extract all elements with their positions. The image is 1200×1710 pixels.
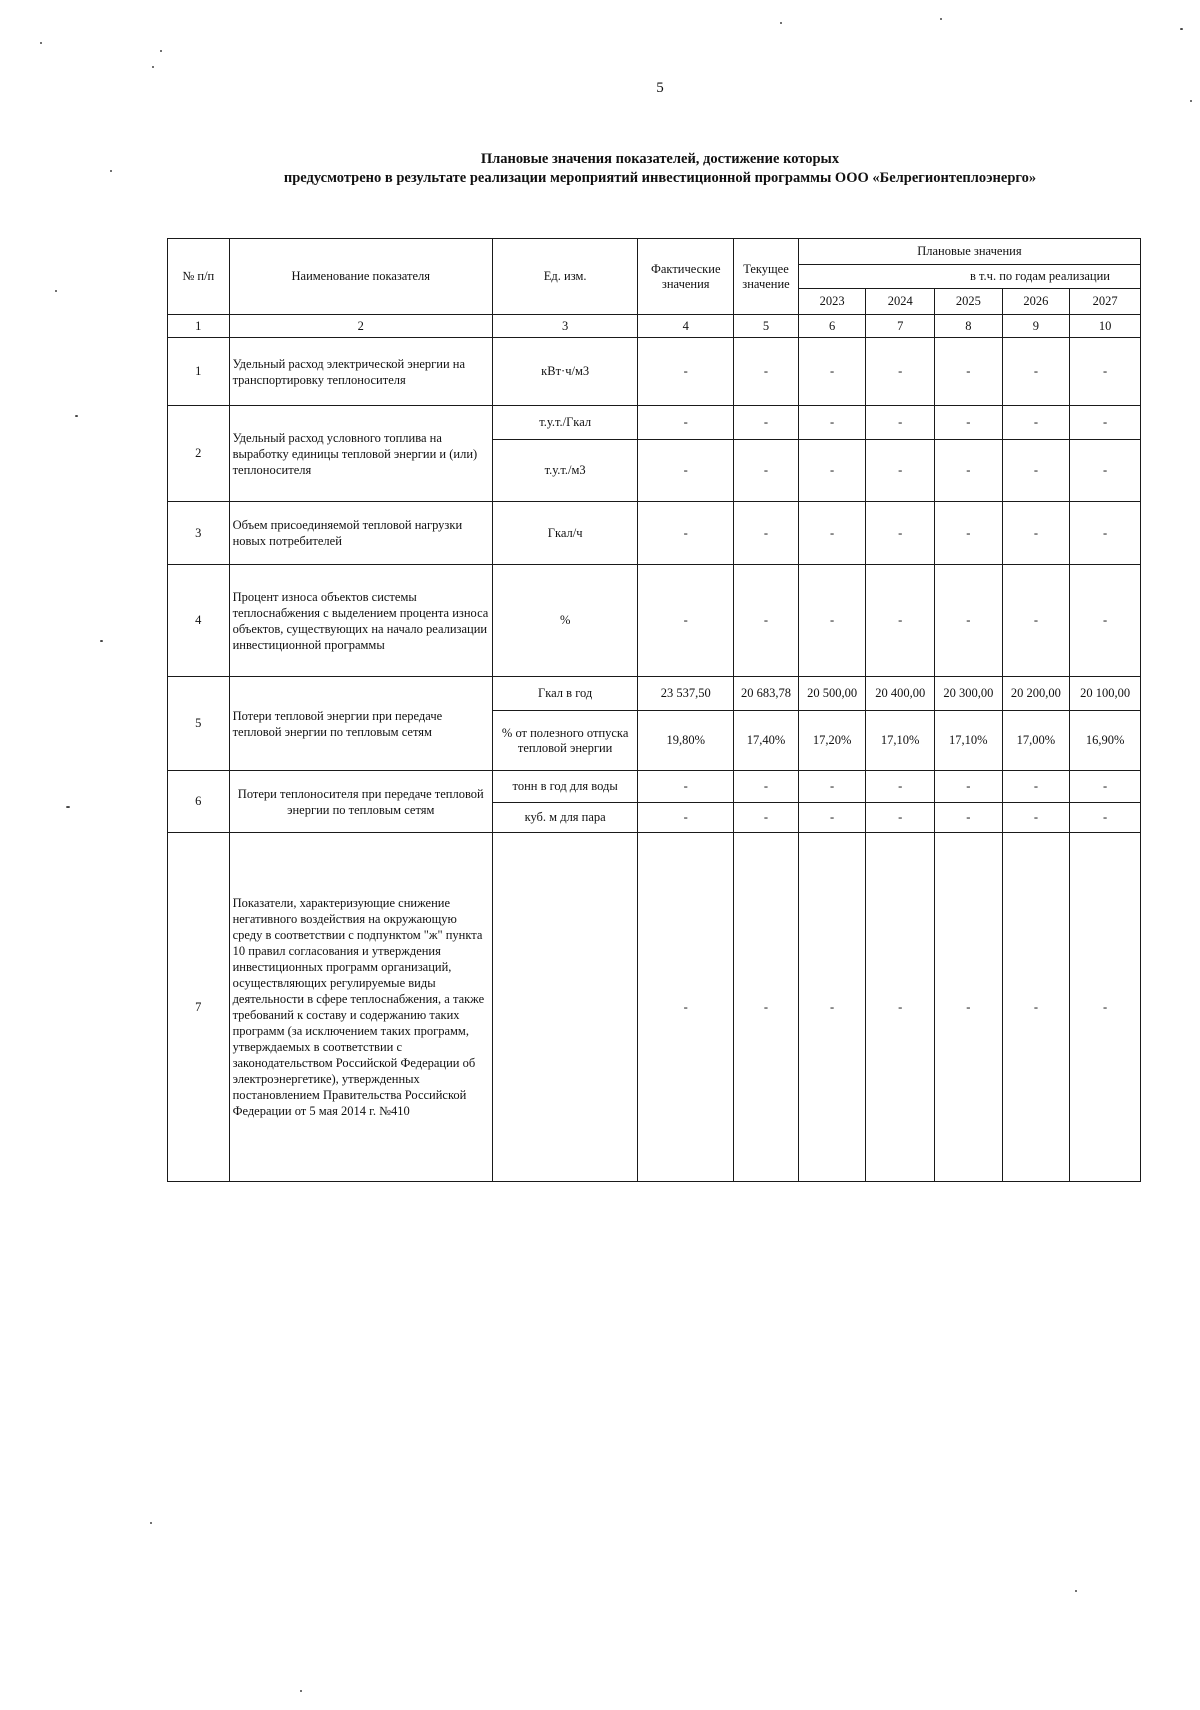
scan-speck <box>55 290 57 292</box>
value-cell: - <box>935 502 1003 565</box>
unit-cell: % от полезного отпуска тепловой энергии <box>492 711 637 771</box>
unit-cell: Гкал в год <box>492 677 637 711</box>
indicator-name: Потери теплоносителя при передаче тепловой энергии по тепловым сетям <box>229 771 492 833</box>
scan-speck <box>1180 28 1183 30</box>
table-row <box>168 338 1141 406</box>
value-cell: - <box>1002 803 1070 833</box>
value-cell: - <box>866 502 935 565</box>
value-cell: - <box>638 502 734 565</box>
value-cell: - <box>1070 833 1141 1182</box>
title-line-2: предусмотрено в результате реализации мероприятий инвестиционной программы ООО «Белрегионтеплоэнерго» <box>283 170 1037 186</box>
value-cell: - <box>935 565 1003 677</box>
value-cell: - <box>798 771 866 803</box>
value-cell: - <box>1070 771 1141 803</box>
row-num: 7 <box>168 833 230 1182</box>
indicators-table <box>167 238 1141 1182</box>
value-cell: - <box>734 771 799 803</box>
value-cell: 17,10% <box>935 711 1003 771</box>
value-cell: - <box>1002 833 1070 1182</box>
indicator-name: Потери тепловой энергии при передаче тепловой энергии по тепловым сетям <box>229 677 492 771</box>
value-cell: 19,80% <box>638 711 734 771</box>
value-cell: - <box>798 406 866 440</box>
column-number: 9 <box>1002 315 1070 338</box>
value-cell: 20 200,00 <box>1002 677 1070 711</box>
value-cell: - <box>1070 440 1141 502</box>
unit-cell: т.у.т./Гкал <box>492 406 637 440</box>
value-cell: - <box>1070 502 1141 565</box>
row-num: 5 <box>168 677 230 771</box>
row-num: 3 <box>168 502 230 565</box>
header-current: Текущее значение <box>734 239 799 315</box>
header-unit: Ед. изм. <box>492 239 637 315</box>
column-number: 4 <box>638 315 734 338</box>
value-cell: - <box>935 803 1003 833</box>
value-cell: - <box>638 803 734 833</box>
scan-speck <box>152 66 154 68</box>
header-planned: Плановые значения <box>798 239 1140 265</box>
value-cell: - <box>866 440 935 502</box>
column-number: 5 <box>734 315 799 338</box>
scan-speck <box>300 1690 302 1692</box>
value-cell: - <box>734 440 799 502</box>
scan-speck <box>110 170 112 172</box>
indicator-name: Удельный расход электрической энергии на транспортировку теплоносителя <box>229 338 492 406</box>
value-cell: - <box>638 565 734 677</box>
value-cell: 17,40% <box>734 711 799 771</box>
value-cell: - <box>638 406 734 440</box>
header-actual: Фактические значения <box>638 239 734 315</box>
column-number: 2 <box>229 315 492 338</box>
scan-speck <box>66 806 70 808</box>
unit-cell: т.у.т./м3 <box>492 440 637 502</box>
value-cell: - <box>1070 338 1141 406</box>
value-cell: - <box>935 440 1003 502</box>
value-cell: - <box>734 803 799 833</box>
scan-speck <box>40 42 42 44</box>
value-cell: - <box>1002 771 1070 803</box>
value-cell: - <box>866 803 935 833</box>
value-cell: - <box>1002 502 1070 565</box>
scan-speck <box>1190 100 1192 102</box>
value-cell: - <box>866 771 935 803</box>
value-cell: - <box>935 833 1003 1182</box>
header-year: 2026 <box>1002 289 1070 315</box>
unit-cell <box>492 833 637 1182</box>
row-num: 4 <box>168 565 230 677</box>
unit-cell: куб. м для пара <box>492 803 637 833</box>
header-year: 2023 <box>798 289 866 315</box>
table-row <box>168 565 1141 677</box>
value-cell: - <box>638 440 734 502</box>
value-cell: - <box>638 771 734 803</box>
value-cell: 16,90% <box>1070 711 1141 771</box>
scan-speck <box>780 22 782 24</box>
value-cell: 20 683,78 <box>734 677 799 711</box>
column-number: 7 <box>866 315 935 338</box>
indicator-name: Процент износа объектов системы теплоснабжения с выделением процента износа объектов, существующих на начало реализации инвестиционной программы <box>229 565 492 677</box>
value-cell: 17,10% <box>866 711 935 771</box>
value-cell: 20 100,00 <box>1070 677 1141 711</box>
value-cell: - <box>1070 565 1141 677</box>
scan-speck <box>100 640 103 642</box>
value-cell: 17,00% <box>1002 711 1070 771</box>
column-number: 8 <box>935 315 1003 338</box>
column-number: 1 <box>168 315 230 338</box>
unit-cell: кВт·ч/м3 <box>492 338 637 406</box>
value-cell: - <box>638 833 734 1182</box>
table-row <box>168 406 1141 440</box>
value-cell: - <box>935 338 1003 406</box>
value-cell: - <box>1070 803 1141 833</box>
scan-speck <box>940 18 942 20</box>
header-num: № п/п <box>168 239 230 315</box>
value-cell: 20 400,00 <box>866 677 935 711</box>
value-cell: - <box>734 502 799 565</box>
unit-cell: Гкал/ч <box>492 502 637 565</box>
value-cell: 17,20% <box>798 711 866 771</box>
value-cell: 23 537,50 <box>638 677 734 711</box>
row-num: 1 <box>168 338 230 406</box>
value-cell: - <box>866 565 935 677</box>
value-cell: - <box>1002 406 1070 440</box>
header-year: 2024 <box>866 289 935 315</box>
value-cell: - <box>935 406 1003 440</box>
value-cell: 20 300,00 <box>935 677 1003 711</box>
value-cell: 20 500,00 <box>798 677 866 711</box>
scan-speck <box>1075 1590 1077 1592</box>
value-cell: - <box>1002 440 1070 502</box>
table-row <box>168 833 1141 1182</box>
indicator-name: Удельный расход условного топлива на выработку единицы тепловой энергии и (или) теплоносителя <box>229 406 492 502</box>
scan-speck <box>150 1522 152 1524</box>
scan-speck <box>160 50 162 52</box>
value-cell: - <box>935 771 1003 803</box>
value-cell: - <box>798 502 866 565</box>
table-row <box>168 502 1141 565</box>
header-year: 2027 <box>1070 289 1141 315</box>
value-cell: - <box>734 565 799 677</box>
value-cell: - <box>798 833 866 1182</box>
column-number: 10 <box>1070 315 1141 338</box>
value-cell: - <box>1002 338 1070 406</box>
value-cell: - <box>734 338 799 406</box>
value-cell: - <box>1002 565 1070 677</box>
document-title <box>0 150 1200 188</box>
table-row <box>168 771 1141 803</box>
value-cell: - <box>798 440 866 502</box>
unit-cell: тонн в год для воды <box>492 771 637 803</box>
value-cell: - <box>798 338 866 406</box>
table-row <box>168 677 1141 711</box>
header-year: 2025 <box>935 289 1003 315</box>
indicator-name: Показатели, характеризующие снижение негативного воздействия на окружающую среду в соответствии с подпунктом "ж" пункта 10 правил согласования и утверждения инвестиционных программ организаций, осуществляющих регулируемые виды деятельности в сфере теплоснабжения, а также требований к составу и содержанию таких программ (за исключением таких программ, утверждаемых в соответствии с законодательством Российской Федерации об электроэнергетике), утвержденных постановлением Правительства Российской Федерации от 5 мая 2014 г. №410 <box>229 833 492 1182</box>
value-cell: - <box>798 565 866 677</box>
value-cell: - <box>734 833 799 1182</box>
value-cell: - <box>1070 406 1141 440</box>
value-cell: - <box>866 406 935 440</box>
title-line-1: Плановые значения показателей, достижение которых <box>480 151 840 167</box>
column-numbers-row <box>168 315 1141 338</box>
value-cell: - <box>798 803 866 833</box>
scan-speck <box>75 415 78 417</box>
value-cell: - <box>866 338 935 406</box>
column-number: 3 <box>492 315 637 338</box>
header-by-years: в т.ч. по годам реализации <box>798 265 1140 289</box>
column-number: 6 <box>798 315 866 338</box>
value-cell: - <box>734 406 799 440</box>
page-number: 5 <box>656 80 664 96</box>
indicator-name: Объем присоединяемой тепловой нагрузки новых потребителей <box>229 502 492 565</box>
value-cell: - <box>638 338 734 406</box>
header-name: Наименование показателя <box>229 239 492 315</box>
unit-cell: % <box>492 565 637 677</box>
row-num: 6 <box>168 771 230 833</box>
row-num: 2 <box>168 406 230 502</box>
value-cell: - <box>866 833 935 1182</box>
